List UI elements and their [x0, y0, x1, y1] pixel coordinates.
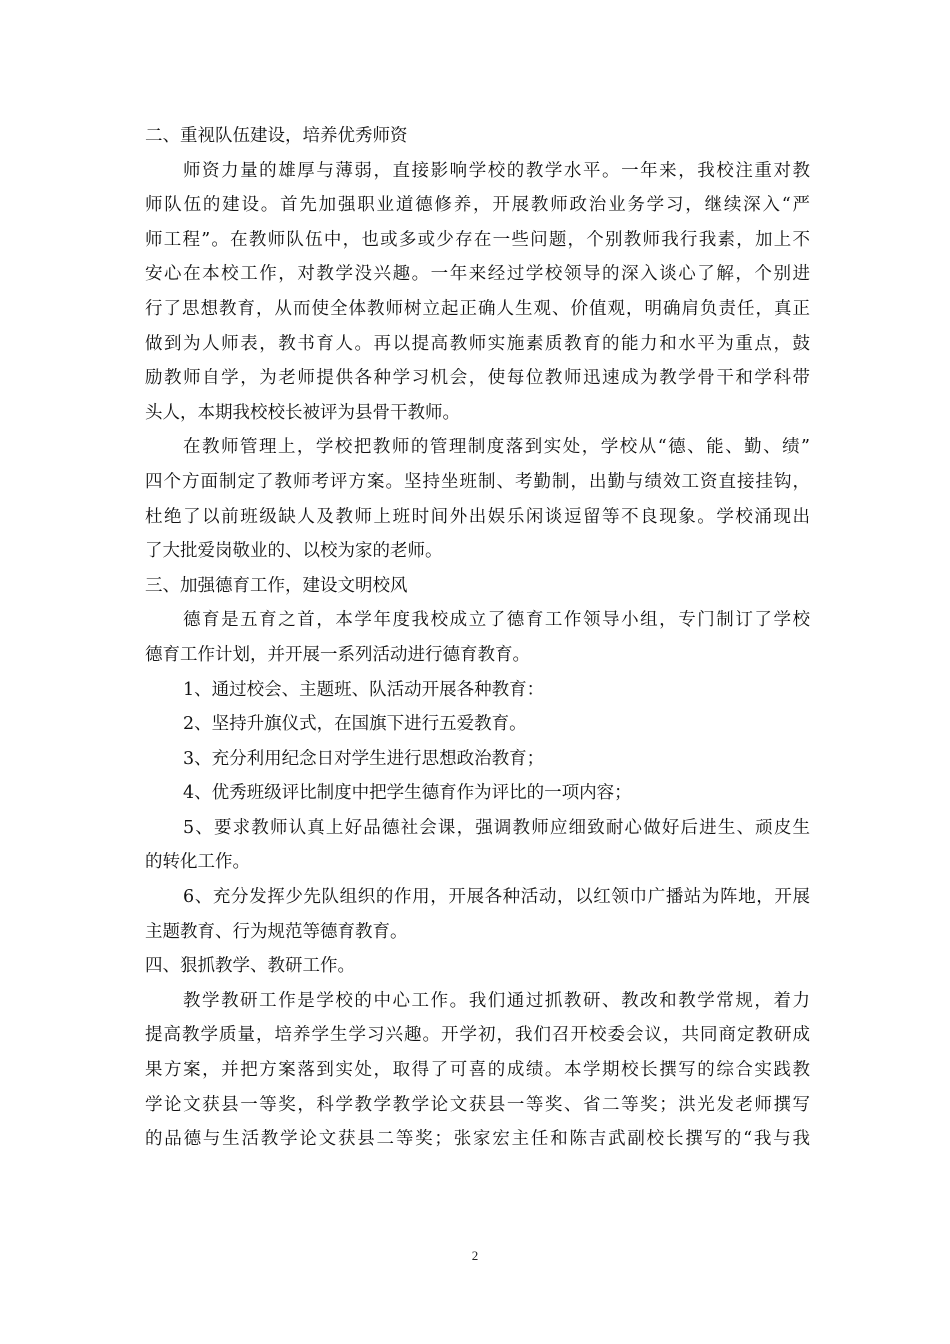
- paragraph-line: 在教师管理上，学校把教师的管理制度落到实处，学校从“德、能、勤、绩”: [183, 437, 810, 458]
- section-heading-2: 二、重视队伍建设，培养优秀师资: [145, 126, 408, 146]
- section-heading-4: 四、狠抓教学、教研工作。: [145, 956, 355, 977]
- paragraph-line: 四个方面制定了教师考评方案。坚持坐班制、考勤制，出勤与绩效工资直接挂钩，: [145, 471, 810, 492]
- paragraph-line: 德育是五育之首，本学年度我校成立了德育工作领导小组，专门制订了学校: [183, 610, 810, 631]
- list-item: 6、充分发挥少先队组织的作用，开展各种活动，以红领巾广播站为阵地，开展: [183, 887, 810, 908]
- paragraph-line: 杜绝了以前班级缺人及教师上班时间外出娱乐闲谈逗留等不良现象。学校涌现出: [145, 506, 810, 527]
- list-item: 5、要求教师认真上好品德社会课，强调教师应细致耐心做好后进生、顽皮生: [183, 817, 810, 838]
- list-item: 4、优秀班级评比制度中把学生德育作为评比的一项内容；: [183, 783, 632, 804]
- paragraph-line: 学论文获县一等奖，科学教学教学论文获县一等奖、省二等奖；洪光发老师撰写: [145, 1094, 810, 1115]
- list-item: 1、通过校会、主题班、队活动开展各种教育：: [183, 679, 545, 700]
- paragraph-line: 提高教学质量，培养学生学习兴趣。开学初，我们召开校委会议，共同商定教研成: [145, 1025, 810, 1046]
- paragraph-line: 行了思想教育，从而使全体教师树立起正确人生观、价值观，明确肩负责任，真正: [145, 298, 810, 319]
- paragraph-line: 励教师自学，为老师提供各种学习机会，使每位教师迅速成为教学骨干和学科带: [145, 368, 810, 389]
- list-item-continuation: 的转化工作。: [145, 852, 250, 873]
- page-number: 2: [471, 1248, 479, 1263]
- paragraph-line: 德育工作计划，并开展一系列活动进行德育教育。: [145, 644, 530, 665]
- paragraph-line: 果方案，并把方案落到实处，取得了可喜的成绩。本学期校长撰写的综合实践教: [145, 1060, 810, 1081]
- paragraph-line: 师工程”。在教师队伍中，也或多或少存在一些问题，个别教师我行我素，加上不: [145, 229, 810, 250]
- paragraph-line: 做到为人师表，教书育人。再以提高教师实施素质教育的能力和水平为重点，鼓: [145, 333, 810, 354]
- paragraph-line: 了大批爱岗敬业的、以校为家的老师。: [145, 541, 443, 562]
- list-item: 3、充分利用纪念日对学生进行思想政治教育；: [183, 748, 545, 769]
- list-item-continuation: 主题教育、行为规范等德育教育。: [145, 921, 408, 942]
- paragraph-line: 师资力量的雄厚与薄弱，直接影响学校的教学水平。一年来，我校注重对教: [183, 160, 810, 181]
- paragraph-line: 安心在本校工作，对教学没兴趣。一年来经过学校领导的深入谈心了解，个别进: [145, 264, 810, 285]
- document-body: [145, 119, 810, 1157]
- list-item: 2、坚持升旗仪式，在国旗下进行五爱教育。: [183, 714, 527, 735]
- section-heading-3: 三、加强德育工作，建设文明校风: [145, 575, 408, 596]
- paragraph-line: 教学教研工作是学校的中心工作。我们通过抓教研、教改和教学常规，着力: [183, 990, 810, 1011]
- paragraph-line: 的品德与生活教学论文获县二等奖；张家宏主任和陈吉武副校长撰写的“我与我: [145, 1129, 810, 1150]
- paragraph-line: 师队伍的建设。首先加强职业道德修养，开展教师政治业务学习，继续深入“严: [145, 195, 810, 216]
- paragraph-line: 头人，本期我校校长被评为县骨干教师。: [145, 402, 460, 423]
